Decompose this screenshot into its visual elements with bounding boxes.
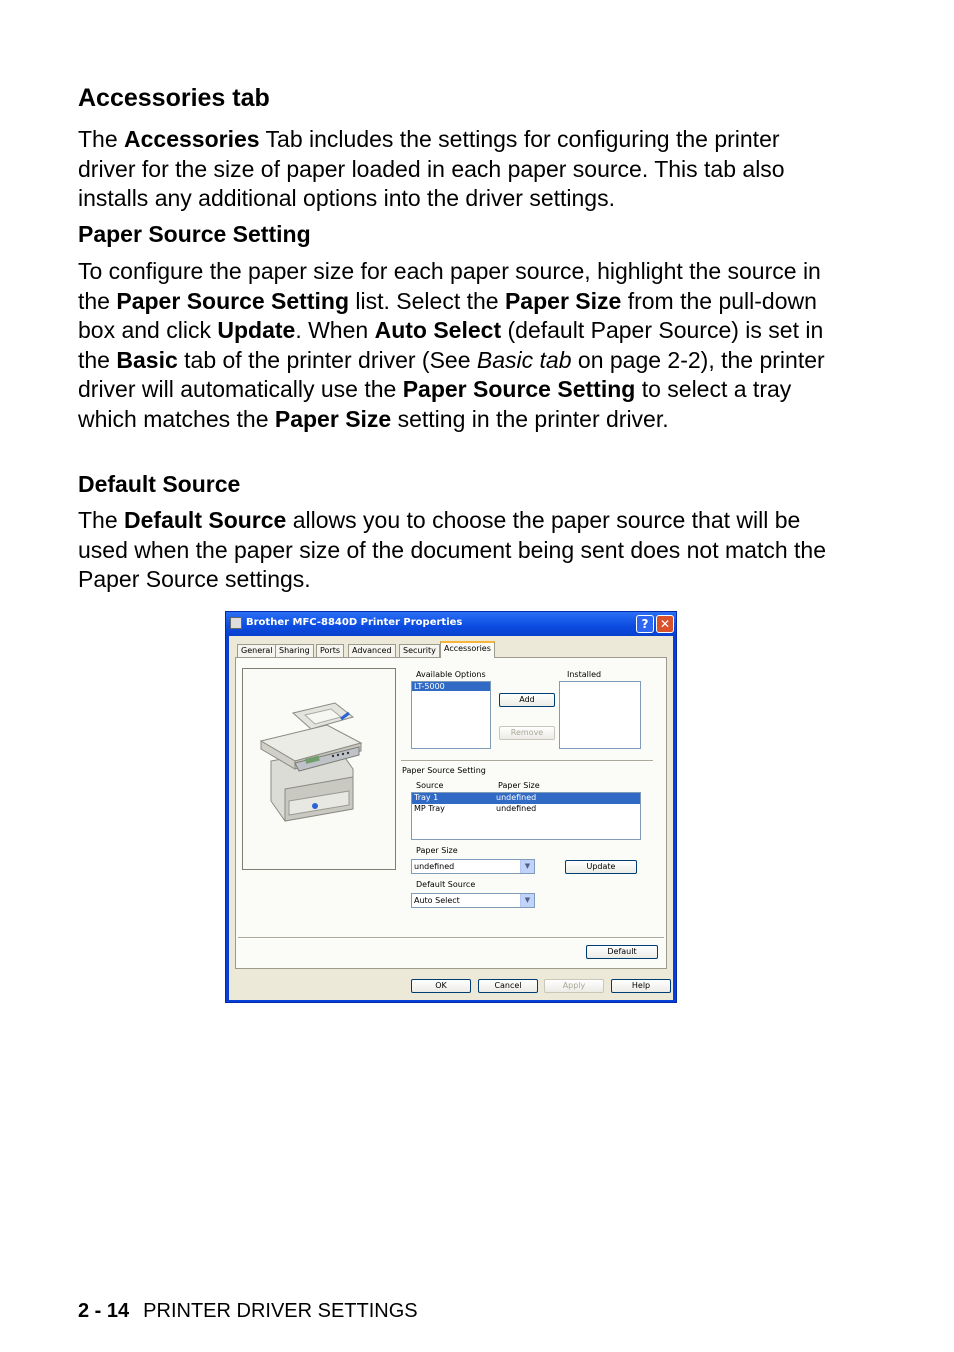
source-column-header: Source	[416, 781, 444, 790]
help-titlebar-button[interactable]: ?	[636, 615, 654, 633]
tab-advanced[interactable]: Advanced	[348, 644, 396, 657]
divider	[238, 937, 664, 939]
size-cell: undefined	[496, 793, 537, 802]
size-cell: undefined	[496, 804, 537, 813]
table-row[interactable]	[412, 804, 640, 815]
default-source-paragraph: The Default Source allows you to choose the paper source that will be used when the paper size of the document being sent does not match the Paper Source settings.	[78, 507, 826, 593]
paper-source-setting-label: Paper Source Setting	[402, 766, 486, 775]
default-source-heading: Default Source	[78, 471, 241, 497]
tab-ports[interactable]: Ports	[316, 644, 344, 657]
accessories-panel	[235, 657, 667, 969]
chevron-down-icon[interactable]: ▼	[520, 894, 534, 907]
printer-illustration	[243, 669, 395, 869]
default-button[interactable]: Default	[586, 945, 658, 959]
tab-general[interactable]: General	[237, 644, 277, 657]
list-item[interactable]: LT-5000	[412, 682, 490, 691]
dialog-titlebar	[226, 612, 676, 636]
add-button[interactable]: Add	[499, 693, 555, 707]
default-source-label: Default Source	[416, 880, 476, 889]
remove-button[interactable]: Remove	[499, 726, 555, 740]
paper-size-column-header: Paper Size	[498, 781, 540, 790]
paper-source-setting-heading: Paper Source Setting	[78, 221, 311, 247]
intro-paragraph: The Accessories Tab includes the settings for configuring the printer driver for the size of paper loaded in each paper source. This tab also installs any additional options into the driver settings.	[78, 126, 785, 212]
apply-button[interactable]: Apply	[544, 979, 604, 993]
default-source-dropdown[interactable]	[411, 893, 535, 908]
paper-size-value: undefined	[414, 862, 455, 871]
section-title: Accessories tab	[78, 84, 270, 112]
dialog-client	[229, 636, 673, 1000]
paper-size-label: Paper Size	[416, 846, 458, 855]
tab-accessories[interactable]: Accessories	[440, 641, 495, 658]
dialog-title: Brother MFC-8840D Printer Properties	[246, 617, 463, 628]
paper-size-dropdown[interactable]	[411, 859, 535, 874]
default-source-value: Auto Select	[414, 896, 460, 905]
chevron-down-icon[interactable]: ▼	[520, 860, 534, 873]
paper-source-setting-paragraph: To configure the paper size for each paper source, highlight the source in the Paper Source Setting list. Select the Paper Size from the pull-down box and click Update. When Auto Select (default Paper Source) is set in the Basic tab of the printer driver (See Basic tab on page 2-2), the printer driver will automatically use the Paper Source Setting to select a tray which matches the Paper Size setting in the printer driver.	[78, 258, 825, 432]
printer-icon	[230, 617, 242, 629]
source-cell: Tray 1	[414, 793, 439, 802]
installed-list[interactable]	[559, 681, 641, 749]
cancel-button[interactable]: Cancel	[478, 979, 538, 993]
tab-security[interactable]: Security	[399, 644, 440, 657]
update-button[interactable]: Update	[565, 860, 637, 874]
table-row[interactable]	[412, 793, 640, 804]
divider	[401, 760, 653, 762]
chapter-title: PRINTER DRIVER SETTINGS	[143, 1300, 418, 1322]
help-button[interactable]: Help	[611, 979, 671, 993]
printer-properties-dialog	[225, 611, 677, 1003]
paper-source-list[interactable]	[411, 792, 641, 840]
page-number: 2 - 14	[78, 1300, 130, 1322]
printer-image-frame	[242, 668, 396, 870]
source-cell: MP Tray	[414, 804, 445, 813]
available-options-list[interactable]	[411, 681, 491, 749]
available-options-label: Available Options	[416, 670, 486, 679]
tab-sharing[interactable]: Sharing	[275, 644, 314, 657]
ok-button[interactable]: OK	[411, 979, 471, 993]
page-footer	[78, 1300, 418, 1323]
installed-label: Installed	[567, 670, 602, 679]
close-button[interactable]: ✕	[656, 615, 674, 633]
